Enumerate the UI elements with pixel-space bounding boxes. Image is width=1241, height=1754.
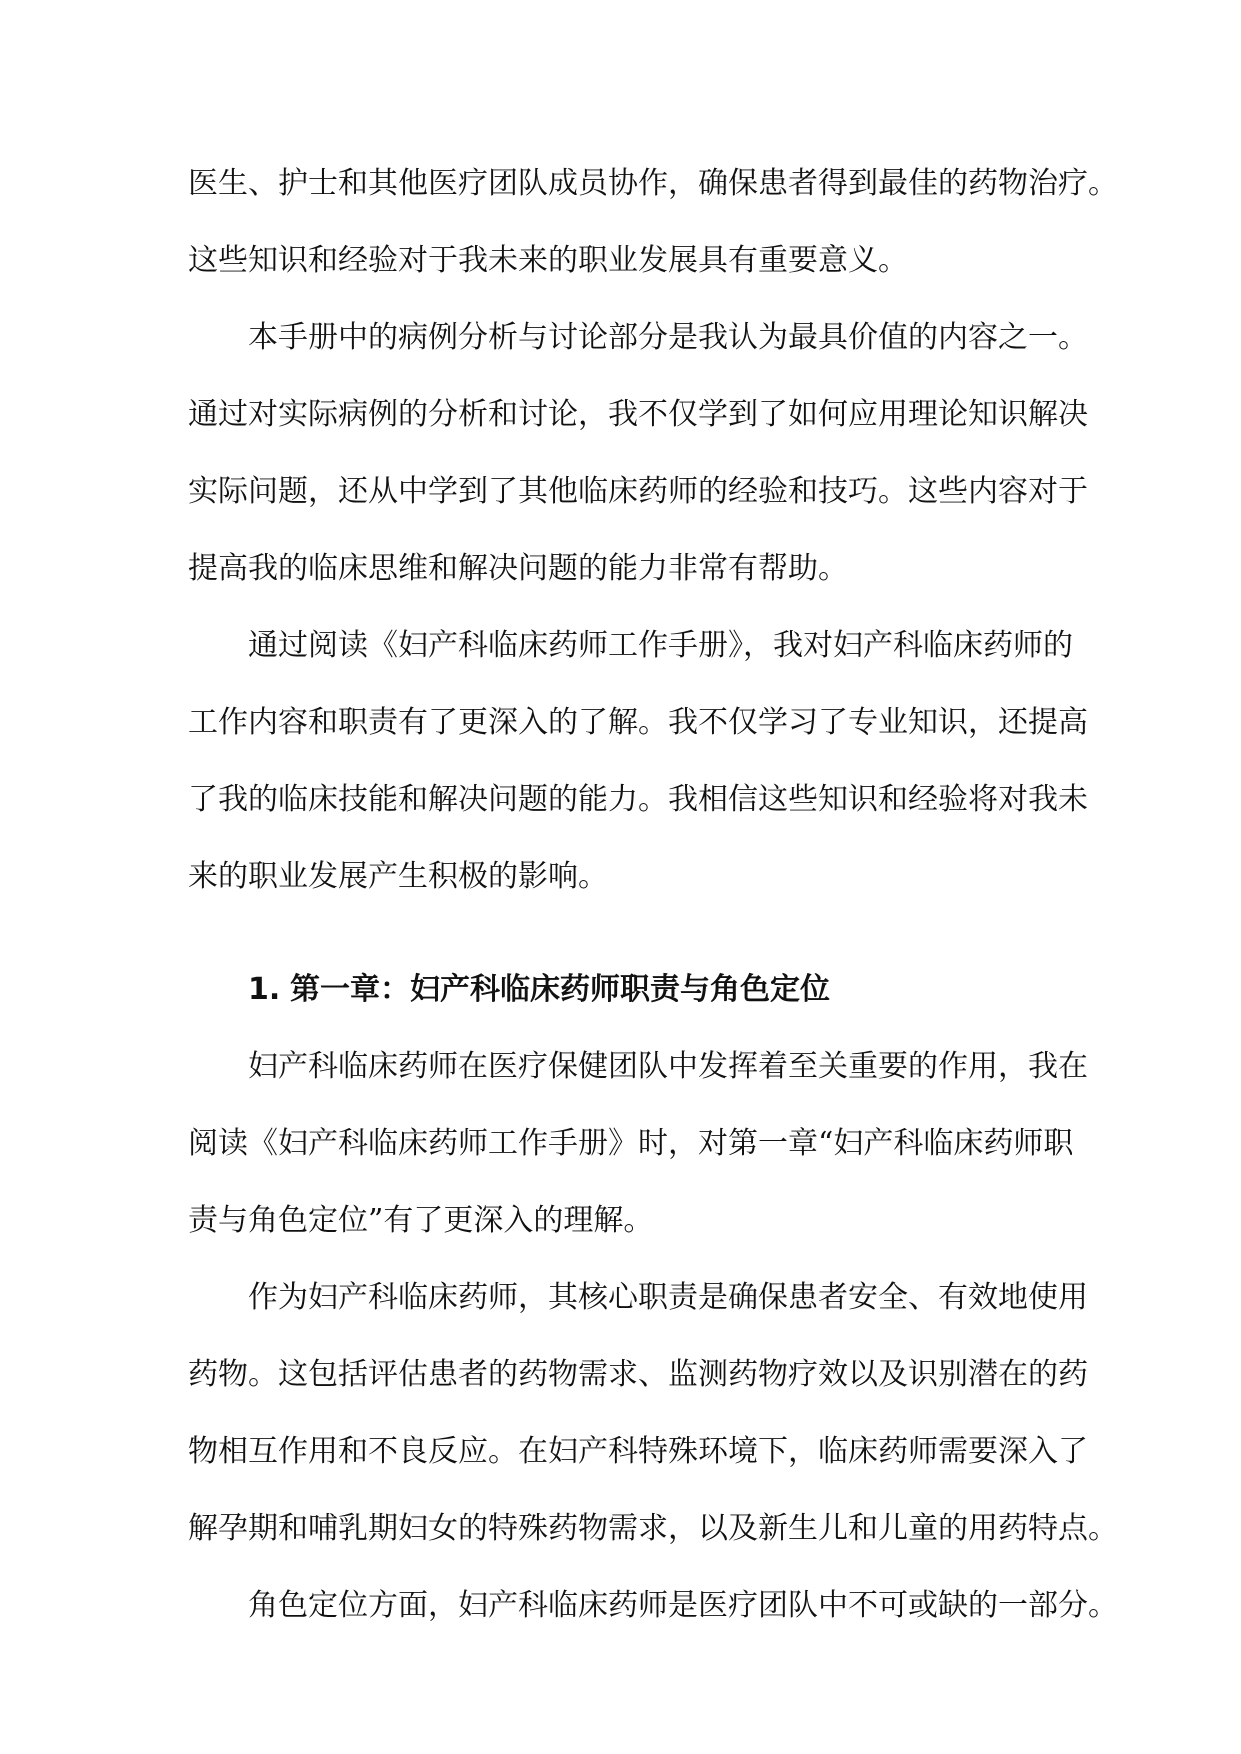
- section-heading: [188, 951, 1058, 1028]
- paragraph-5: [188, 1259, 1118, 1567]
- text-line: 通过对实际病例的分析和讨论，我不仅学到了如何应用理论知识解决: [188, 397, 1088, 432]
- paragraph-3: [188, 607, 1088, 915]
- text-line: 角色定位方面，妇产科临床药师是医疗团队中不可或缺的一部分。: [248, 1588, 1118, 1623]
- text-line: 责与角色定位”有了更深入的理解。: [188, 1203, 654, 1238]
- text-line: 药物。这包括评估患者的药物需求、监测药物疗效以及识别潜在的药: [188, 1357, 1088, 1392]
- text-line: 医生、护士和其他医疗团队成员协作，确保患者得到最佳的药物治疗。: [188, 166, 1118, 201]
- text-line: 物相互作用和不良反应。在妇产科特殊环境下，临床药师需要深入了: [188, 1434, 1088, 1469]
- paragraph-6: [188, 1567, 1118, 1644]
- text-line: 通过阅读《妇产科临床药师工作手册》，我对妇产科临床药师的: [248, 628, 1073, 663]
- text-line: 阅读《妇产科临床药师工作手册》时，对第一章“妇产科临床药师职: [188, 1126, 1074, 1161]
- text-line: 作为妇产科临床药师，其核心职责是确保患者安全、有效地使用: [248, 1280, 1088, 1315]
- text-line: 妇产科临床药师在医疗保健团队中发挥着至关重要的作用，我在: [248, 1049, 1088, 1084]
- document-page: [188, 145, 1118, 1644]
- text-line: 本手册中的病例分析与讨论部分是我认为最具价值的内容之一。: [248, 320, 1088, 355]
- text-line: 工作内容和职责有了更深入的了解。我不仅学习了专业知识，还提高: [188, 705, 1088, 740]
- text-line: 了我的临床技能和解决问题的能力。我相信这些知识和经验将对我未: [188, 782, 1088, 817]
- text-line: 解孕期和哺乳期妇女的特殊药物需求，以及新生儿和儿童的用药特点。: [188, 1511, 1118, 1546]
- text-line: 这些知识和经验对于我未来的职业发展具有重要意义。: [188, 243, 908, 278]
- section-title: 第一章：妇产科临床药师职责与角色定位: [290, 972, 830, 1007]
- paragraph-2: [188, 299, 1088, 607]
- text-line: 实际问题，还从中学到了其他临床药师的经验和技巧。这些内容对于: [188, 474, 1088, 509]
- section-number: 1.: [248, 972, 281, 1007]
- paragraph-1: [188, 145, 1118, 299]
- text-line: 来的职业发展产生积极的影响。: [188, 859, 608, 894]
- paragraph-4: [188, 1028, 1088, 1259]
- text-line: 提高我的临床思维和解决问题的能力非常有帮助。: [188, 551, 848, 586]
